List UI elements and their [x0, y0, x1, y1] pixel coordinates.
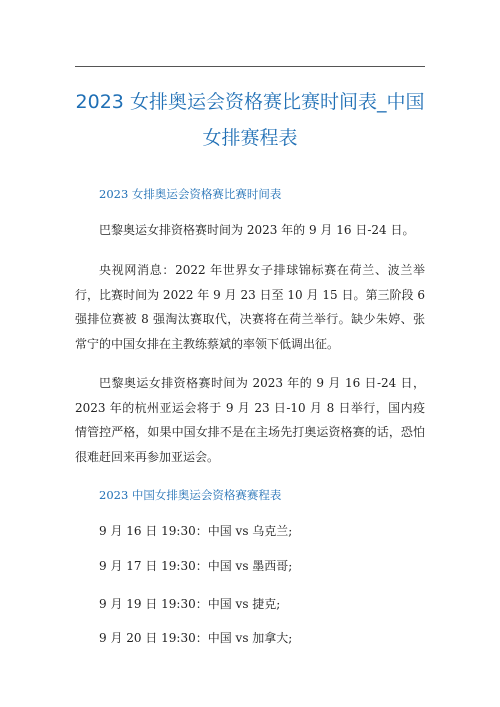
header-rule — [75, 66, 425, 67]
schedule-item: 9 月 20 日 19:30：中国 vs 加拿大; — [99, 631, 293, 645]
section-heading-timetable: 2023 女排奥运会资格赛比赛时间表 — [99, 187, 282, 201]
document-title: 2023 女排奥运会资格赛比赛时间表_中国女排赛程表 — [75, 91, 425, 149]
paragraph-cctv-news: 央视网消息：2022 年世界女子排球锦标赛在荷兰、波兰举行，比赛时间为 2022 年 9 月 23 日至 10 月 15 日。第三阶段 6 强排位赛被 8 强淘汰赛取代，决赛将在荷兰举行。缺少朱婷、张常宁的中国女排在主教练蔡斌的率领下低调出征。 — [75, 263, 425, 351]
schedule-item: 9 月 16 日 19:30：中国 vs 乌克兰; — [99, 524, 293, 538]
paragraph-qualifier-dates: 巴黎奥运女排资格赛时间为 2023 年的 9 月 16 日-24 日。 — [99, 223, 415, 237]
section-heading-schedule: 2023 中国女排奥运会资格赛赛程表 — [99, 488, 282, 502]
schedule-item: 9 月 17 日 19:30：中国 vs 墨西哥; — [99, 559, 293, 573]
paragraph-asian-games: 巴黎奥运女排资格赛时间为 2023 年的 9 月 16 日-24 日，2023 年的杭州亚运会将于 9 月 23 日-10 月 8 日举行，国内疫情管控严格，如果中国女排不是在主场先打奥运资格赛的话，恐怕很难赶回来再参加亚运会。 — [75, 376, 425, 464]
schedule-item: 9 月 19 日 19:30：中国 vs 捷克; — [99, 597, 281, 611]
